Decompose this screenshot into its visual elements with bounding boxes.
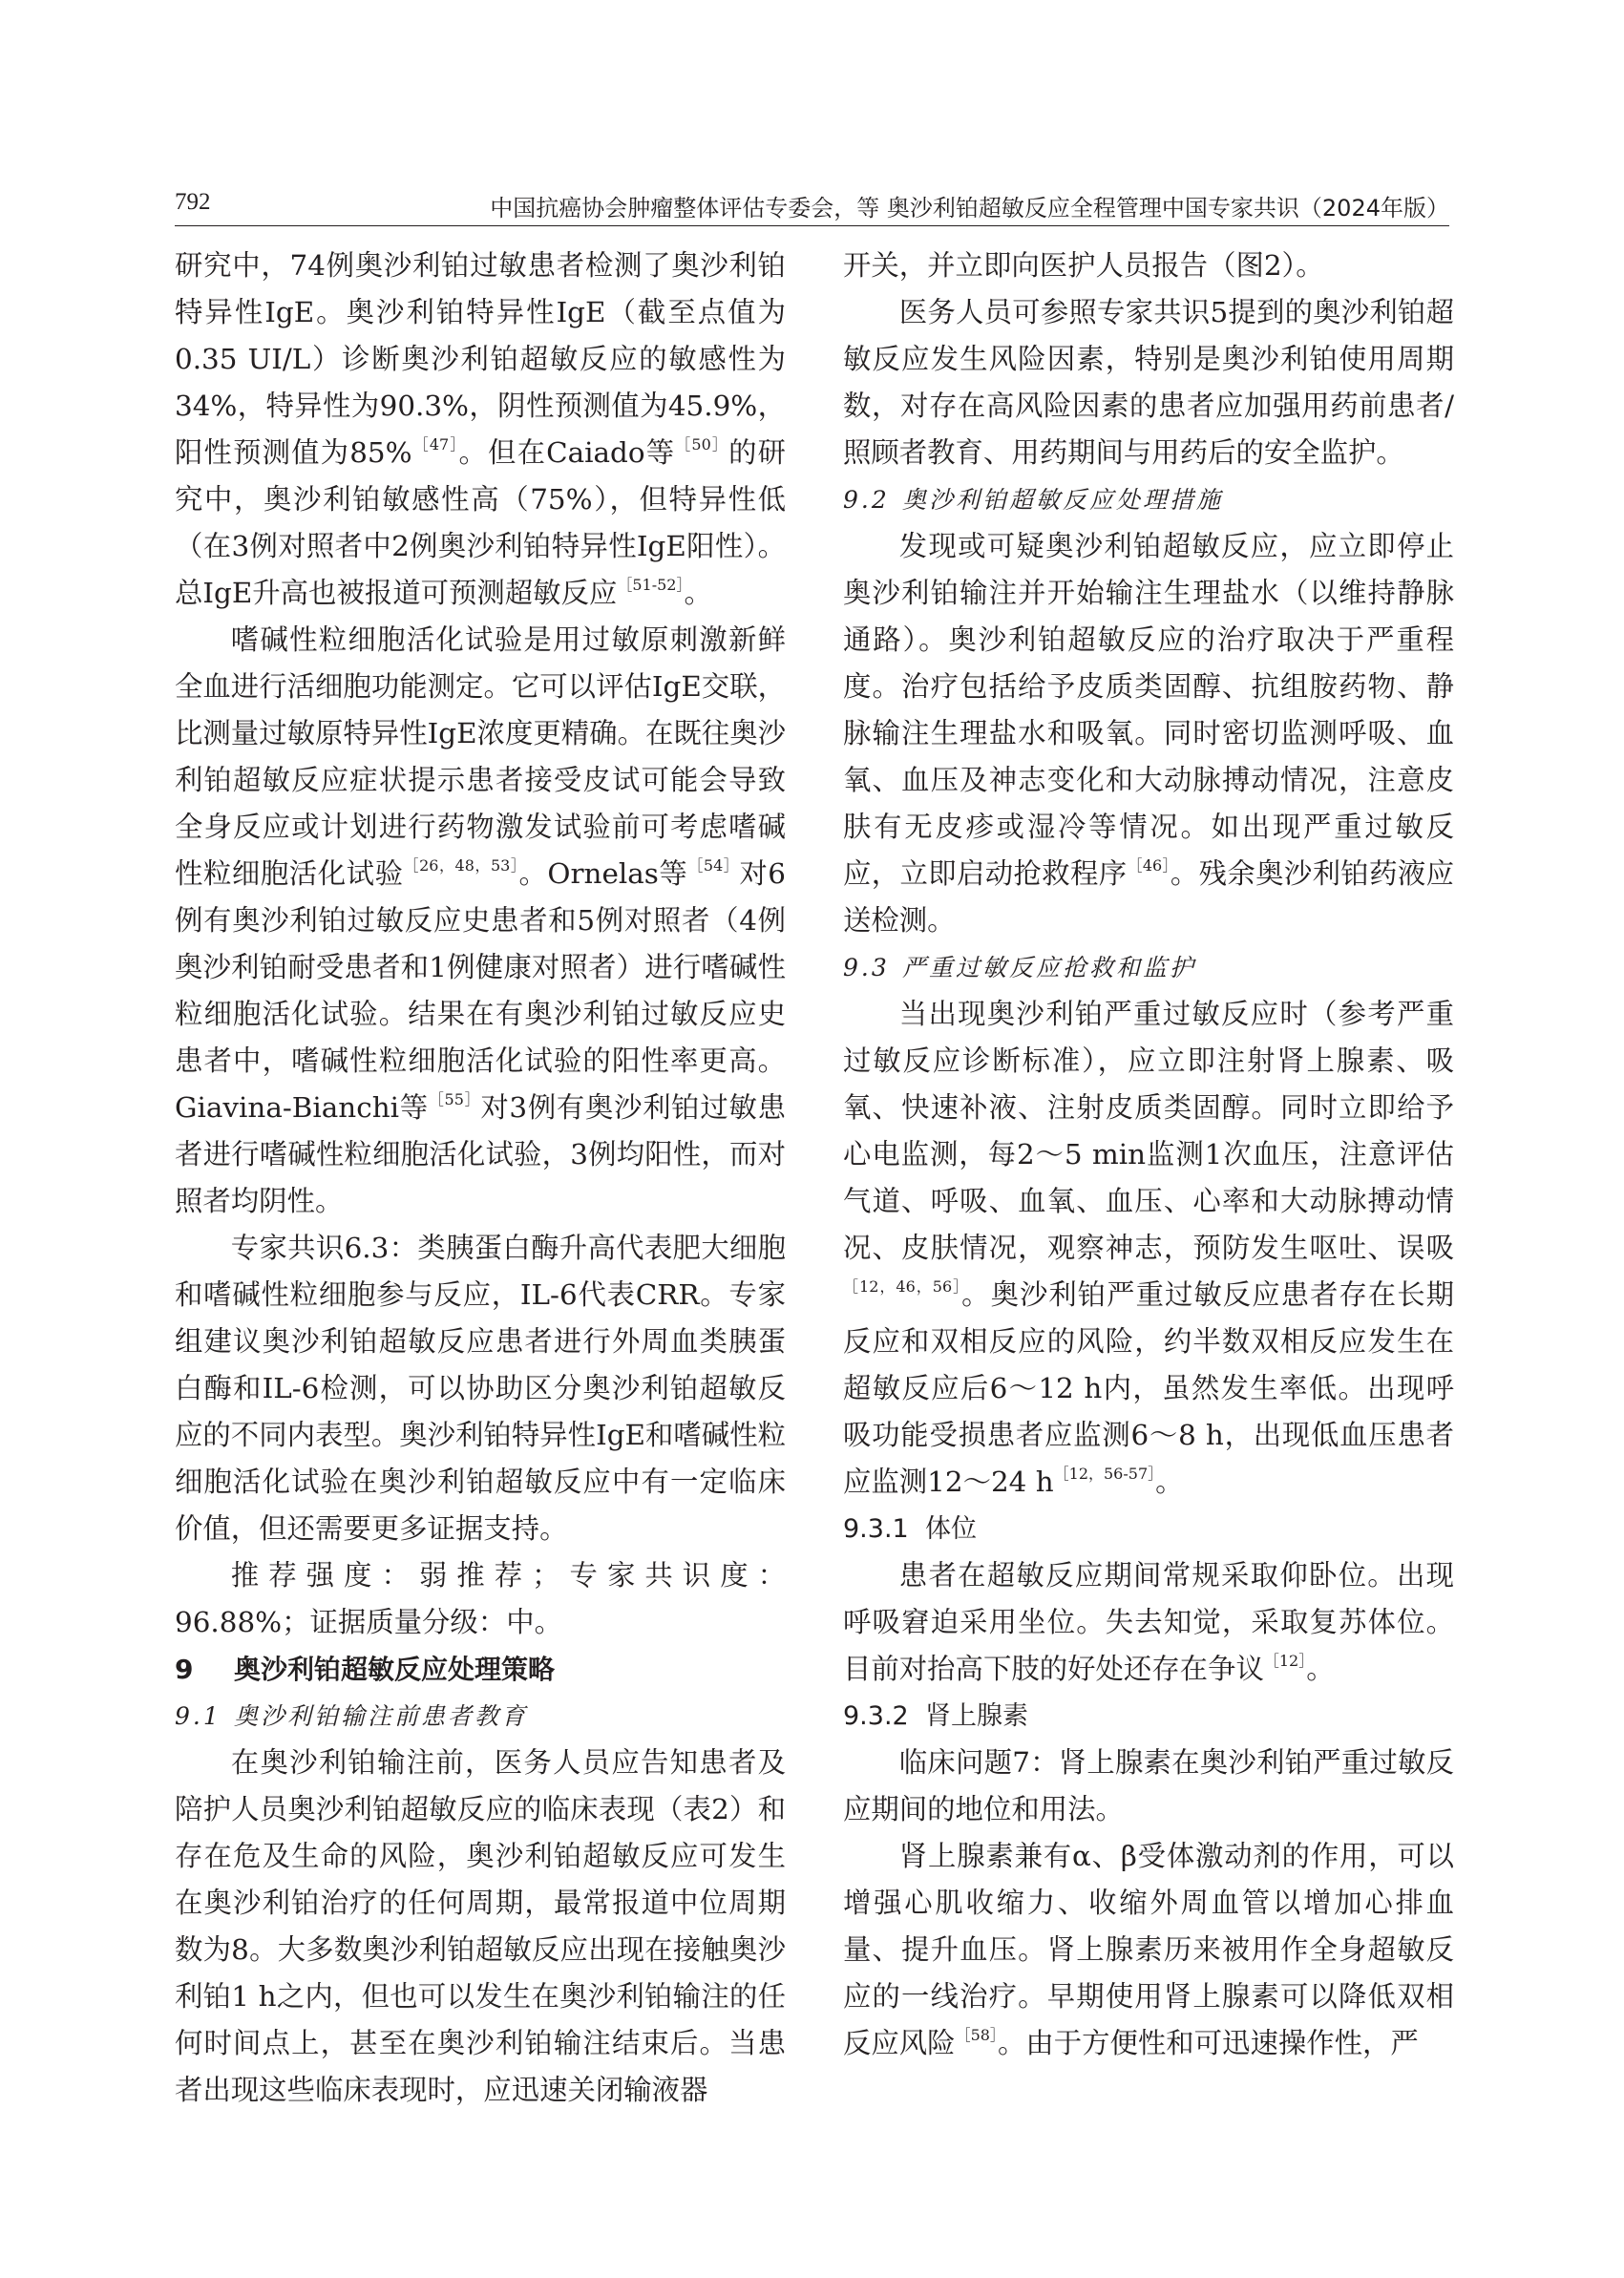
text-run: 。Ornelas等 [518, 857, 688, 890]
citation: ［47］ [411, 435, 459, 453]
text-run: 。由于方便性和可迅速操作性，严 [997, 2027, 1419, 2059]
citation: ［12，56-57］ [1053, 1465, 1156, 1483]
citation: ［12］ [1263, 1652, 1307, 1670]
text-run: 。 [1306, 1653, 1335, 1685]
text-run: 嗜碱性粒细胞活化试验是用过敏原刺激新鲜全血进行活细胞功能测定。它可以评估IgE交联，比测量过敏原特异性IgE浓度更精确。在既往奥沙利铂超敏反应症状提示患者接受皮试可能会导致全身反应或计划进行药物激发试验前可考虑嗜碱性粒细胞活化试验 [175, 623, 786, 890]
section-number: 9.1 [175, 1702, 221, 1730]
paragraph: 医务人员可参照专家共识5提到的奥沙利铂超敏反应发生风险因素，特别是奥沙利铂使用周期数，对存在高风险因素的患者应加强用药前患者/照顾者教育、用药期间与用药后的安全监护。 [843, 296, 1454, 469]
text-run: 的研究中，奥沙利铂敏感性高（75%），但特异性低（在3例对照者中2例奥沙利铂特异性IgE阳性）。总IgE升高也被报道可预测超敏反应 [175, 436, 787, 609]
citation: ［54］ [687, 856, 740, 875]
subsubsection-heading [843, 1693, 1454, 1740]
paragraph [175, 243, 786, 617]
running-title: 中国抗癌协会肿瘤整体评估专委会，等 奥沙利铂超敏反应全程管理中国专家共识（2024年版） [490, 195, 1449, 221]
citation: ［51-52］ [617, 576, 685, 594]
section-title: 奥沙利铂输注前患者教育 [234, 1702, 529, 1730]
subsection-heading [843, 944, 1454, 991]
right-column [843, 243, 1454, 2057]
text-run: 患者在超敏反应期间常规采取仰卧位。出现呼吸窘迫采用坐位。失去知觉，采取复苏体位。目前对抬高下肢的好处还存在争议 [843, 1559, 1454, 1685]
paragraph: 开关，并立即向医护人员报告（图2）。 [843, 249, 1324, 282]
subsection-heading [175, 1693, 786, 1740]
section-title: 奥沙利铂超敏反应处理措施 [902, 486, 1224, 514]
section-title: 奥沙利铂超敏反应处理策略 [234, 1654, 556, 1685]
text-run: 。残余奥沙利铂药液应送检测。 [843, 857, 1455, 937]
subsubsection-heading [843, 1506, 1454, 1552]
text-run: 发现或可疑奥沙利铂超敏反应，应立即停止奥沙利铂输注并开始输注生理盐水（以维持静脉通路）。奥沙利铂超敏反应的治疗取决于严重程度。治疗包括给予皮质类固醇、抗组胺药物、静脉输注生理盐水和吸氧。同时密切监测呼吸、血氧、血压及神志变化和大动脉搏动情况，注意皮肤有无皮疹或湿冷等情况。如出现严重过敏反应，立即启动抢救程序 [843, 530, 1454, 890]
clinical-question-paragraph: 临床问题7：肾上腺素在奥沙利铂严重过敏反应期间的地位和用法。 [843, 1746, 1454, 1825]
paragraph [843, 1833, 1454, 2067]
recommendation-paragraph: 推荐强度：弱推荐；专家共识度：96.88%；证据质量分级：中。 [175, 1559, 786, 1638]
text-run: 对3例有奥沙利铂过敏患者进行嗜碱性粒细胞活化试验，3例均阳性，而对照者均阴性。 [175, 1091, 786, 1217]
text-run: 。奥沙利铂严重过敏反应患者存在长期反应和双相反应的风险，约半数双相反应发生在超敏反应后6～12 h内，虽然发生率低。出现呼吸功能受损患者应监测6～8 h，出现低血压患者应监测12～24 h [843, 1278, 1454, 1498]
subsection-heading [843, 476, 1454, 523]
section-number: 9.3.1 [843, 1514, 909, 1544]
citation: ［26，48，53］ [403, 856, 519, 875]
text-run: 。 [684, 577, 712, 609]
section-number: 9 [175, 1654, 194, 1685]
section-number: 9.3.2 [843, 1701, 909, 1731]
citation: ［46］ [1127, 856, 1171, 875]
header-rule [175, 225, 1449, 226]
text-run: 研究中，74例奥沙利铂过敏患者检测了奥沙利铂特异性IgE。奥沙利铂特异性IgE（截至点值为0.35 UI/L）诊断奥沙利铂超敏反应的敏感性为34%，特异性为90.3%，阴性预测值为45.9%，阳性预测值为85% [175, 249, 786, 469]
text-run: 。 [1155, 1466, 1184, 1498]
paragraph [843, 523, 1454, 944]
section-title: 体位 [925, 1514, 977, 1544]
left-column [175, 243, 787, 2106]
text-run: 。但在Caiado等 [458, 436, 676, 469]
section-heading [175, 1646, 786, 1693]
citation: ［55］ [428, 1090, 481, 1108]
text-run: 当出现奥沙利铂严重过敏反应时（参考严重过敏反应诊断标准），应立即注射肾上腺素、吸氧、快速补液、注射皮质类固醇。同时立即给予心电监测，每2～5 min监测1次血压，注意评估气道、呼吸、血氧、血压、心率和大动脉搏动情况、皮肤情况，观察神志，预防发生呕吐、误吸 [843, 998, 1454, 1264]
citation: ［12，46，56］ [843, 1277, 962, 1296]
page-number: 792 [175, 189, 211, 215]
paragraph [175, 617, 786, 1225]
citation: ［58］ [955, 2026, 998, 2044]
section-number: 9.3 [843, 954, 890, 981]
paragraph [843, 991, 1454, 1506]
paragraph: 在奥沙利铂输注前，医务人员应告知患者及陪护人员奥沙利铂超敏反应的临床表现（表2）和存在危及生命的风险，奥沙利铂超敏反应可发生在奥沙利铂治疗的任何周期，最常报道中位周期数为8。大多数奥沙利铂超敏反应出现在接触奥沙利铂1 h之内，但也可以发生在奥沙利铂输注的任何时间点上，甚至在奥沙利铂输注结束后。当患者出现这些临床表现时，应迅速关闭输液器 [175, 1746, 786, 2106]
text-run: 对6例有奥沙利铂过敏反应史患者和5例对照者（4例奥沙利铂耐受患者和1例健康对照者）进行嗜碱性粒细胞活化试验。结果在有奥沙利铂过敏反应史患者中，嗜碱性粒细胞活化试验的阳性率更高。Giavina-Bianchi等 [175, 857, 786, 1124]
running-header [175, 187, 1449, 225]
section-title: 严重过敏反应抢救和监护 [902, 954, 1197, 981]
citation: ［50］ [675, 435, 729, 453]
section-number: 9.2 [843, 486, 890, 514]
section-title: 肾上腺素 [925, 1701, 1028, 1731]
text-run: 肾上腺素兼有α、β受体激动剂的作用，可以增强心肌收缩力、收缩外周血管以增加心排血量、提升血压。肾上腺素历来被用作全身超敏反应的一线治疗。早期使用肾上腺素可以降低双相反应风险 [843, 1840, 1454, 2059]
expert-consensus-paragraph: 专家共识6.3：类胰蛋白酶升高代表肥大细胞和嗜碱性粒细胞参与反应，IL-6代表CRR。专家组建议奥沙利铂超敏反应患者进行外周血类胰蛋白酶和IL-6检测，可以协助区分奥沙利铂超敏反应的不同内表型。奥沙利铂特异性IgE和嗜碱性粒细胞活化试验在奥沙利铂超敏反应中有一定临床价值，但还需要更多证据支持。 [175, 1232, 786, 1545]
paragraph [843, 1552, 1454, 1693]
